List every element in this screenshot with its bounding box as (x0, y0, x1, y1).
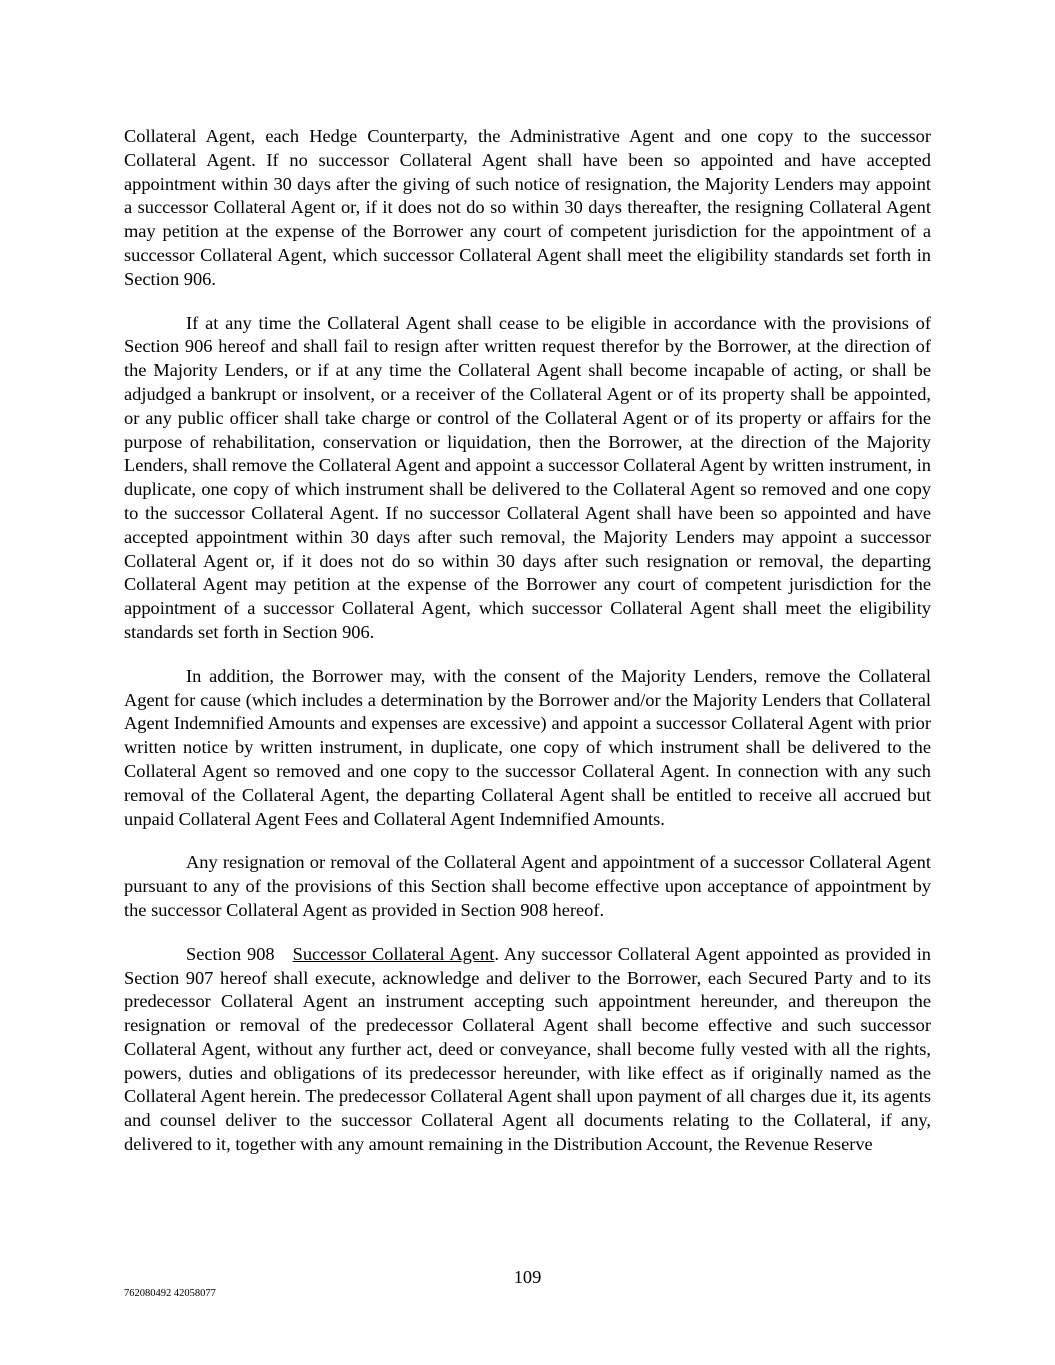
section-908-text: . Any successor Collateral Agent appointed as provided in Section 907 hereof shall execute, acknowledge and deliver to the Borrower, each Secured Party and to its predecessor Collateral Agent an instrument accepting such appointment hereunder, and thereupon the resignation or removal of the predecessor Collateral Agent shall become effective and such successor Collateral Agent, without any further act, deed or conveyance, shall become fully vested with all the rights, powers, duties and obligations of its predecessor hereunder, with like effect as if originally named as the Collateral Agent herein. The predecessor Collateral Agent shall upon payment of all charges due it, its agents and counsel deliver to the successor Collateral Agent all documents relating to the Collateral, if any, delivered to it, together with any amount remaining in the Distribution Account, the Revenue Reserve (124, 943, 931, 1155)
section-number: Section 908 (186, 943, 275, 964)
paragraph-resignation-continued: Collateral Agent, each Hedge Counterparty, the Administrative Agent and one copy to the successor Collateral Agent. If no successor Collateral Agent shall have been so appointed and have accepted appointment within 30 days after the giving of such notice of resignation, the Majority Lenders may appoint a successor Collateral Agent or, if it does not do so within 30 days thereafter, the resigning Collateral Agent may petition at the expense of the Borrower any court of competent jurisdiction for the appointment of a successor Collateral Agent, which successor Collateral Agent shall meet the eligibility standards set forth in Section 906. (124, 126, 931, 289)
paragraph-removal-for-cause: In addition, the Borrower may, with the consent of the Majority Lenders, remove the Collateral Agent for cause (which includes a determination by the Borrower and/or the Majority Lenders that Collateral Agent Indemnified Amounts and expenses are excessive) and appoint a successor Collateral Agent with prior written notice by written instrument, in duplicate, one copy of which instrument shall be delivered to the Collateral Agent so removed and one copy to the successor Collateral Agent. In connection with any such removal of the Collateral Agent, the departing Collateral Agent shall be entitled to receive all accrued but unpaid Collateral Agent Fees and Collateral Agent Indemnified Amounts. (124, 665, 931, 829)
section-title: Successor Collateral Agent (292, 943, 495, 964)
paragraph-removal-ineligibility: If at any time the Collateral Agent shall cease to be eligible in accordance with the provisions of Section 906 hereof and shall fail to resign after written request therefor by the Borrower, at the direction of the Majority Lenders, or if at any time the Collateral Agent shall become incapable of acting, or shall be adjudged a bankrupt or insolvent, or a receiver of the Collateral Agent or of its property shall be appointed, or any public officer shall take charge or control of the Collateral Agent or of its property or affairs for the purpose of rehabilitation, conservation or liquidation, then the Borrower, at the direction of the Majority Lenders, shall remove the Collateral Agent and appoint a successor Collateral Agent by written instrument, in duplicate, one copy of which instrument shall be delivered to the Collateral Agent so removed and one copy to the successor Collateral Agent. If no successor Collateral Agent shall have been so appointed and have accepted appointment within 30 days after such removal, the Majority Lenders may appoint a successor Collateral Agent or, if it does not do so within 30 days after such resignation or removal, the departing Collateral Agent may petition at the expense of the Borrower any court of competent jurisdiction for the appointment of a successor Collateral Agent, which successor Collateral Agent shall meet the eligibility standards set forth in Section 906. (124, 312, 931, 642)
page-number: 109 (513, 1267, 542, 1287)
document-id: 762080492 42058077 (124, 1288, 216, 1299)
paragraph-effectiveness: Any resignation or removal of the Collateral Agent and appointment of a successor Collateral Agent pursuant to any of the provisions of this Section shall become effective upon acceptance of appointment by the successor Collateral Agent as provided in Section 908 hereof. (124, 852, 931, 920)
paragraph-section-908 (124, 943, 931, 1157)
document-body (124, 125, 931, 1177)
